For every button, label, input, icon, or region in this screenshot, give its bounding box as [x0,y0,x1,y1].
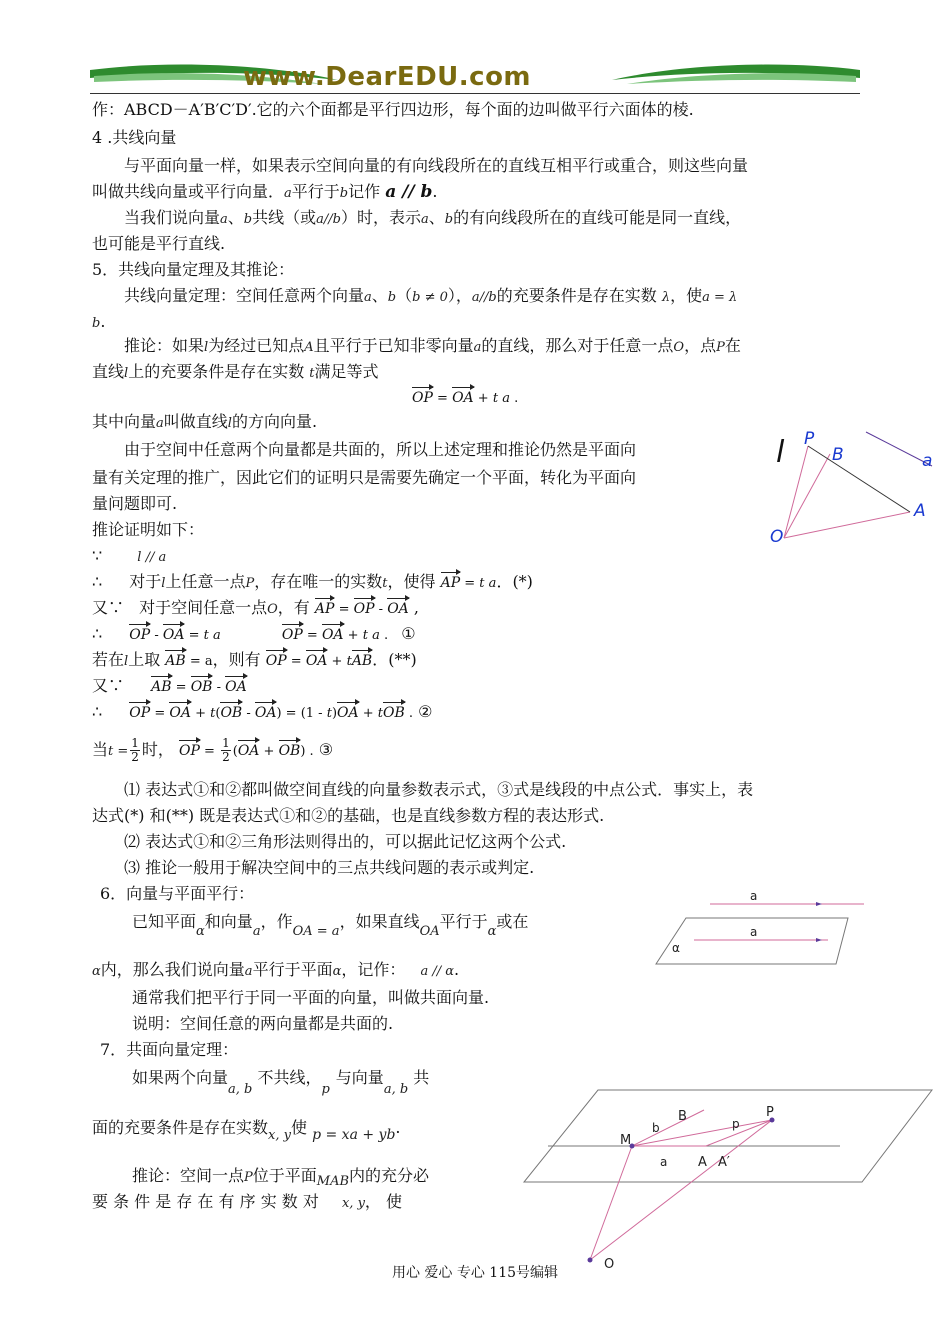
fig1-label-A: A [914,501,926,521]
proof-text-time: 时， [141,740,174,759]
math-eq-a: = a [189,654,213,669]
proof-text-if: 若在 [92,650,125,669]
para-5b-text-g: 直线 [92,362,125,381]
para-7d-text-b: ， 使 [364,1192,403,1211]
math-l: l [161,576,166,591]
math-a-parallel-b: a // b [385,182,433,202]
para-5b-text-d: 的直线，那么对于任意一点 [481,336,674,355]
fig3-label-p: p [732,1117,740,1131]
proof-text-point: 上任意一点 [165,572,246,591]
math-P: P [716,340,725,355]
para-4a-denote: 记作 [348,182,381,201]
math-a-par-b: a//b [316,212,341,227]
para-6a-text-c: ，作 [260,912,293,931]
fraction-num: 1 [131,736,139,750]
fig3-label-a: a [660,1155,668,1169]
para-4b-text-c: ）时，表示 [340,208,421,227]
fig3-label-P: P [766,1105,774,1120]
math-oa-eq-a: OA = a [292,924,340,939]
para-4a-parallel: 平行于 [291,182,340,201]
math-a: a [473,340,482,355]
because-symbol: ∵ [92,546,103,565]
section-4-title: 4 .共线向量 [92,128,177,147]
fig2-arrow-inside [816,938,822,942]
marker-circle-2: ② [418,702,433,721]
proof-line-3: 又∵ 对于空间任意一点O，有 AP = OP - OA , [92,598,419,617]
math-t: t [309,366,315,381]
math-a-b: a, b [228,1082,253,1097]
math-a: a [156,416,164,431]
figure-collinear [770,428,942,548]
fig2-label-a-top: a [750,889,758,903]
para-4b-line1 [124,208,741,230]
para-5b-text-i: 满足等式 [314,362,379,381]
math-b: b [243,212,253,227]
equation-op-oa-ta: OP = OA + t a . [412,388,518,409]
proof-text-unique: ，存在唯一的实数 [254,572,383,591]
fraction-half [130,737,140,764]
para-6a-text-f: 或在 [496,912,529,931]
math-P: P [244,1170,253,1185]
marker-circle-1: ① [401,624,416,643]
para-4a-line1: 与平面向量一样，如果表示空间向量的有向线段所在的直线互相平行或重合，则这些向量 [124,156,749,175]
therefore-symbol: ∴ [92,572,103,591]
proof-text-for: 对于 [129,572,162,591]
proof-line-8: 当t = $\frac{1}{2}$ 时， OP = $\frac{1}{2}$ (OA + OB) . ③ [92,736,334,764]
para-7a [132,1068,430,1097]
para-6a [132,912,529,939]
math-a: a [421,212,429,227]
para-6b-text-c: ，记作： [341,960,406,979]
proof-text-any: 对于空间任意一点 [139,598,268,617]
math-sep: 、 [227,208,244,227]
fig1-label-B: B [832,445,844,465]
math-alpha: α [487,924,497,939]
para-6a-text-b: 和向量 [204,912,253,931]
section-6-title: 6．向量与平面平行： [100,884,255,903]
para-5d-line2: 量有关定理的推广，因此它们的证明只是需要先确定一个平面，转化为平面向 [92,468,637,487]
fig3-label-O: O [604,1257,615,1272]
fig3-label-A: A [698,1155,707,1170]
para-5a-line1: 共线向量定理：空间任意两个向量a、b（b ≠ 0），a//b的充要条件是存在实数 λ，使a = λ [124,286,738,305]
proof-line-6: 又∵ AB = OB - OA [92,676,247,695]
math-MAB: MAB [316,1174,350,1189]
math-l: l [227,416,232,431]
para-6a-text-d: ，如果直线 [339,912,420,931]
fig1-label-l: l [776,435,785,470]
math-sep: 、 [371,286,388,305]
marker-circle-3: ③ [318,740,334,759]
proof-mark-2star: ．(**) [372,650,417,669]
text-line-1: 作：ABCD－A′B′C′D′.它的六个面都是平行四边形，每个面的边叫做平行六面体的棱. [92,100,694,119]
note-1-line1: ⑴ 表达式①和②都叫做空间直线的向量参数表示式，③式是线段的中点公式．事实上，表 [124,780,754,799]
fig1-label-O: O [770,527,784,547]
fig2-label-alpha: α [672,941,680,955]
math-b-neq-0: b ≠ 0 [412,290,448,305]
therefore-symbol: ∴ [92,702,103,721]
para-6d: 说明：空间任意的两向量都是共面的. [132,1014,394,1033]
math-x-y: x, y [268,1128,291,1143]
para-6b-text-b: 平行于平面 [252,960,333,979]
proof-title: 推论证明如下： [92,520,205,539]
math-lambda: λ [661,290,671,305]
fig1-line-ob [784,454,830,538]
note-3: ⑶ 推论一般用于解决空间中的三点共线问题的表示或判定. [124,858,535,877]
math-t: t [382,576,388,591]
para-7a-text-d: 共 [413,1068,430,1087]
para-7b: 面的充要条件是存在实数$_{x, y}$使 p = xa + yb. [92,1118,401,1143]
para-7a-text-b: 不共线， [257,1068,322,1087]
para-5b-text-e: ，点 [684,336,717,355]
para-5b-line1 [124,336,741,358]
proof-text-then: ，则有 [212,650,261,669]
math-alpha: α [196,924,205,939]
para-5c-text-c: 的方向向量. [231,412,318,431]
math-p-eq: p = xa + yb [312,1127,396,1143]
fig1-line-oa [784,512,910,538]
fig1-label-a: a [922,451,933,471]
fig1-label-P: P [804,429,815,449]
math-b: b [92,316,101,331]
proof-line-2: ∴ 对于l上任意一点P，存在唯一的实数t，使得 AP = t a．(*) [92,572,533,591]
math-oa: OA [419,924,440,939]
fig3-vector-mb [632,1110,704,1146]
para-6a-text-a: 已知平面 [132,912,197,931]
header-brand: www.DearEDU.com [242,62,532,92]
math-a: a [220,212,228,227]
para-7c-text-c: 内的充分必 [349,1166,430,1185]
math-l: l [204,340,209,355]
math-p: p [321,1082,330,1097]
para-7b-text-b: 使 [290,1118,307,1137]
math-x-y: x, y [341,1196,365,1211]
also-because-symbol: 又∵ [92,598,125,617]
para-7c [132,1166,429,1188]
para-5c-text-b: 叫做直线 [163,412,228,431]
figure-vector-plane [650,880,870,970]
para-7b-text-a: 面的充要条件是存在实数 [92,1118,269,1137]
proof-text-such: ，使得 [387,572,436,591]
para-5c [92,412,317,434]
para-5b-text-f: 在 [724,336,741,355]
proof-text-take: 上取 [128,650,161,669]
para-4b-text-b: 共线（或 [252,208,317,227]
proof-line-5: 若在l上取 AB = a，则有 OP = OA + tAB．(**) [92,650,417,669]
para-6b-text-a: 内，那么我们说向量 [100,960,245,979]
para-4b-text-d: 的有向线段所在的直线可能是同一直线， [453,208,742,227]
para-4b-text-a: 当我们说向量 [124,208,221,227]
section-5-title: 5．共线向量定理及其推论： [92,260,295,279]
fig1-line-l [808,446,910,512]
para-7a-text-a: 如果两个向量 [132,1068,229,1087]
fraction-den: 2 [131,750,139,764]
proof-line-7: ∴ OP = OA + t(OB - OA) = (1 - t)OA + tOB . ② [92,702,433,721]
para-5a-line2: b. [92,312,106,331]
fig3-label-M: M [620,1133,632,1148]
math-b: b [387,290,397,305]
para-6b: α内，那么我们说向量a平行于平面α，记作： a // α. [92,960,460,979]
math-t-eq: t = [108,744,129,759]
para-5b-text-a: 推论：如果 [124,336,205,355]
para-7d-text-a: 要 条 件 是 存 在 有 序 实 数 对 [92,1192,319,1211]
math-a-b: a, b [383,1082,409,1097]
math-P: P [245,576,255,591]
para-7a-text-c: 与向量 [335,1068,384,1087]
math-a: a [244,964,253,979]
para-7d [92,1192,402,1214]
section-7-title: 7．共面向量定理： [100,1040,239,1059]
para-4b-line2: 也可能是平行直线. [92,234,226,253]
fig3-label-b: b [652,1121,660,1135]
math-b: b [339,186,349,201]
math-O: O [267,602,278,617]
fig3-line-op [590,1120,772,1260]
para-5a-text-c: 的充要条件是存在实数 [496,286,657,305]
proof-text-have: ，有 [277,598,310,617]
math-A: A [304,340,314,355]
fig1-line-op [784,446,808,538]
proof-mark-star: ．(*) [496,572,533,591]
para-5a-text-d: ，使 [670,286,703,305]
math-a-par-b: a//b [471,290,497,305]
para-5c-text-a: 其中向量 [92,412,157,431]
proof-text-when: 当 [92,740,109,759]
para-6a-text-e: 平行于 [439,912,488,931]
math-O: O [673,340,685,355]
note-2: ⑵ 表达式①和②三角形法则得出的，可以据此记忆这两个公式. [124,832,567,851]
para-5a-comma: ， [455,286,472,305]
note-1-line2: 达式(*) 和(**) 既是表达式①和②的基础，也是直线参数方程的表达形式. [92,806,605,825]
math-l: l [124,366,129,381]
math-l: l [124,654,129,669]
para-5b-text-b: 为经过已知点 [208,336,305,355]
page-footer: 用心 爱心 专心 115号编辑 [391,1265,559,1281]
math-a-par-alpha: a // α [420,964,455,979]
para-5d-line3: 量问题即可. [92,494,178,513]
para-6c: 通常我们把平行于同一平面的向量，叫做共面向量. [132,988,490,1007]
math-b: b [444,212,454,227]
figure-coplanar [520,1086,940,1276]
para-5d-line1: 由于空间中任意两个向量都是共面的，所以上述定理和推论仍然是平面向 [124,440,637,459]
math-alpha: α [332,964,342,979]
proof-line-4: ∴ OP - OA = t a OP = OA + t a . ① [92,624,416,643]
para-5b-text-h: 上的充要条件是存在实数 [128,362,305,381]
para-5b-line2 [92,362,379,384]
para-4a-text: 叫做共线向量或平行向量． [92,182,285,201]
math-alpha: α [92,964,101,979]
math-l-par-a: l // a [137,550,167,565]
fig2-label-a-in: a [750,925,758,939]
also-because-symbol: 又∵ [92,676,125,695]
fig3-label-A-prime: A′ [718,1155,730,1170]
para-5b-text-c: 且平行于已知非零向量 [313,336,474,355]
math-a: a [252,924,261,939]
math-a: a [364,290,372,305]
fig3-label-B: B [678,1109,687,1124]
fig3-line-om [590,1146,632,1260]
para-4a-line2: 叫做共线向量或平行向量．a平行于b记作 a // b. [92,182,438,202]
header-rule [90,93,860,94]
fig2-arrow-outside [816,902,822,906]
math-a-eq-lambda: a = λ [702,290,738,305]
para-7c-text-b: 位于平面 [252,1166,317,1185]
math-sep: 、 [428,208,445,227]
para-7c-text-a: 推论：空间一点 [132,1166,245,1185]
math-a: a [284,186,292,201]
para-5a-text: 共线向量定理：空间任意两个向量 [124,286,365,305]
therefore-symbol: ∴ [92,624,103,643]
proof-line-1 [92,546,166,568]
